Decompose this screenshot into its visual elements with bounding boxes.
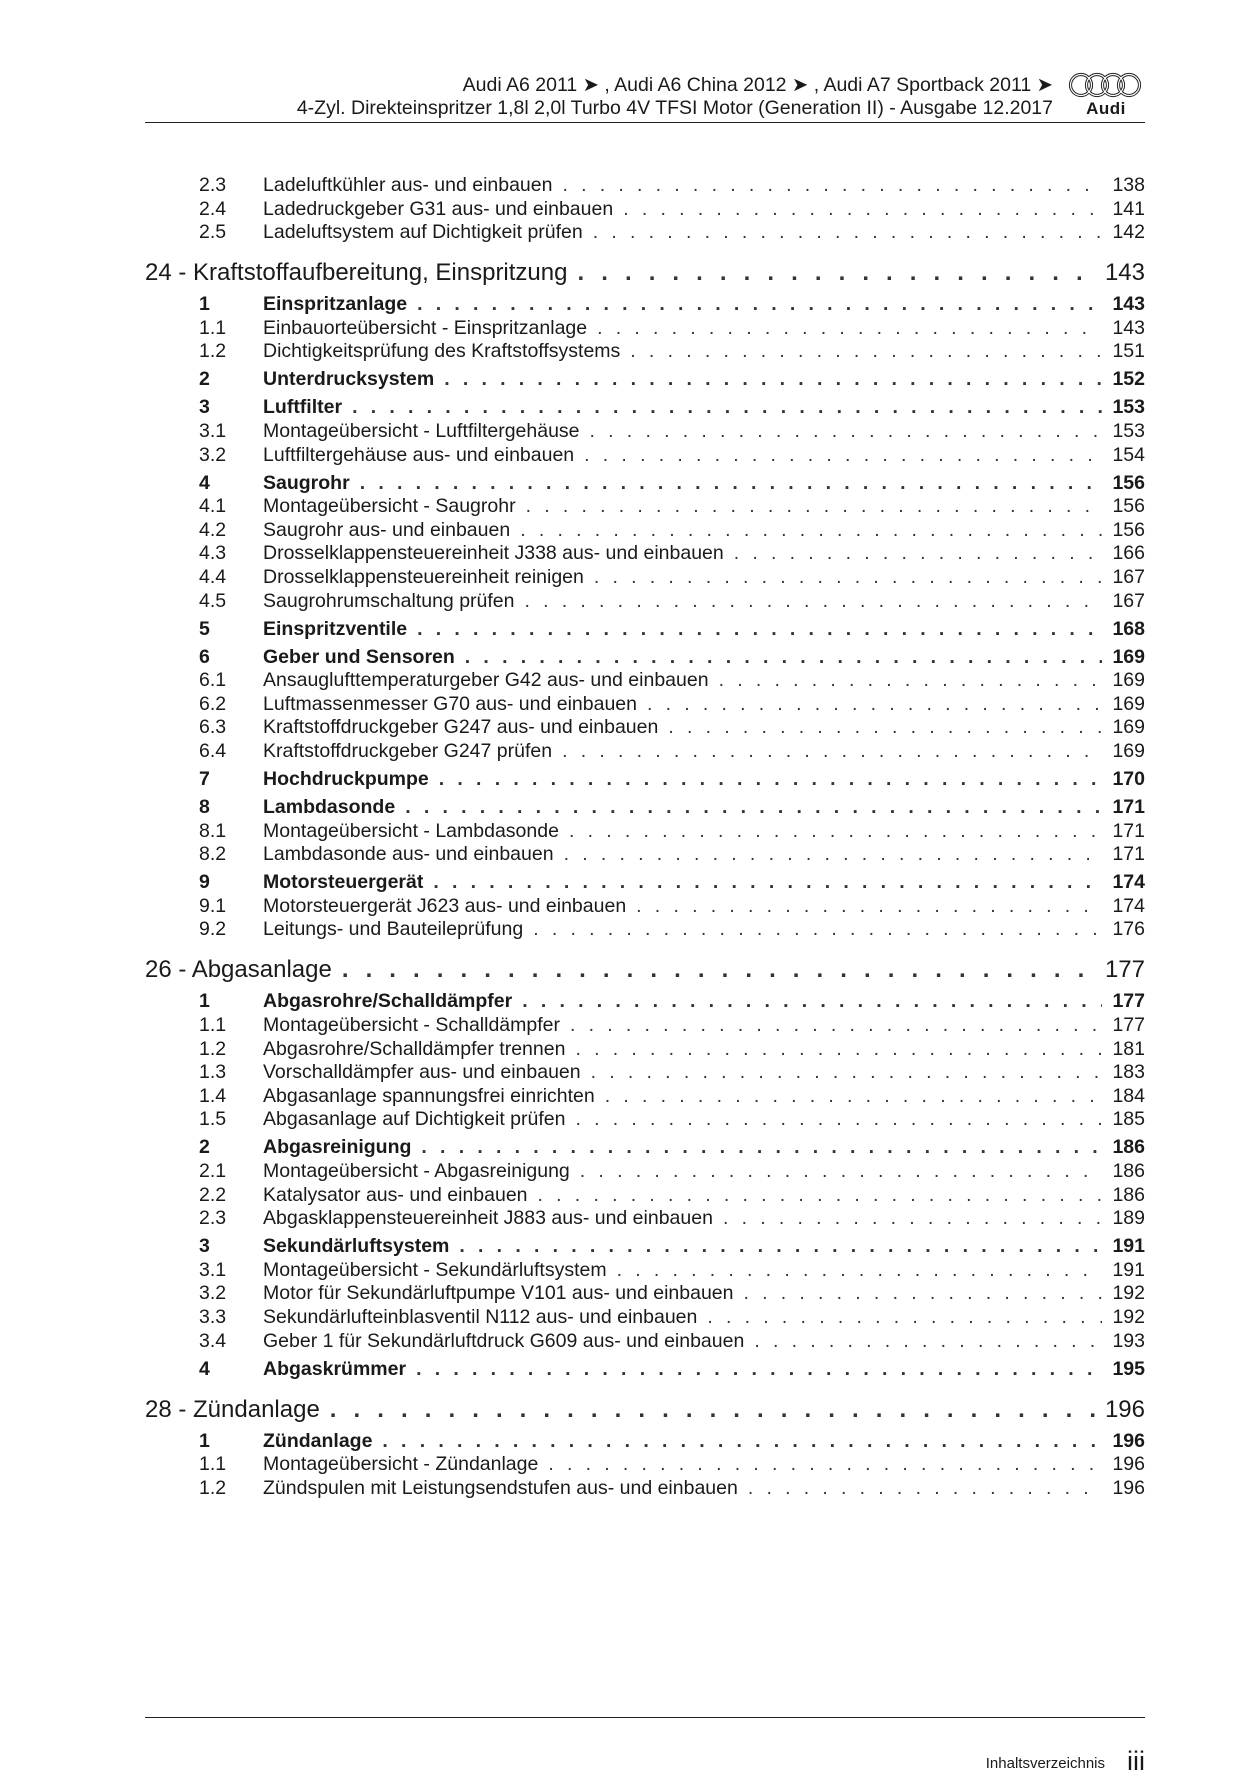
toc-entry-page: 153 xyxy=(1112,420,1145,442)
toc-entry-number: 2.1 xyxy=(199,1160,227,1182)
toc-entry-page: 153 xyxy=(1112,396,1145,419)
toc-entry-number: 4 xyxy=(199,1357,210,1380)
toc-entry-title: Geber 1 für Sekundärluftdruck G609 aus- und einbauen xyxy=(263,1329,745,1352)
toc-subsection[interactable] xyxy=(145,1282,1145,1305)
toc-entry-page: 174 xyxy=(1112,894,1145,917)
toc-entry-page: 183 xyxy=(1112,1061,1145,1084)
toc-entry-page: 177 xyxy=(1112,990,1145,1013)
toc-entry-number: 1.1 xyxy=(199,1453,227,1476)
toc-dot-leader xyxy=(342,956,1095,984)
toc-chapter[interactable] xyxy=(145,956,1145,984)
toc-dot-leader xyxy=(421,1136,1102,1159)
toc-dot-leader xyxy=(575,1038,1102,1061)
toc-entry-title: Zündspulen mit Leistungsendstufen aus- und einbauen xyxy=(263,1476,738,1499)
toc-entry-page: 171 xyxy=(1112,843,1145,866)
toc-entry-title: 26 - Abgasanlage xyxy=(145,956,332,984)
toc-dot-leader xyxy=(564,843,1103,866)
toc-subsection[interactable] xyxy=(145,895,1145,918)
toc-dot-leader xyxy=(734,542,1103,565)
toc-dot-leader xyxy=(580,1160,1103,1183)
toc-entry-page: 186 xyxy=(1112,1183,1145,1206)
toc-entry-number: 2.5 xyxy=(199,221,227,244)
toc-entry-page: 189 xyxy=(1112,1207,1145,1230)
toc-entry-title: Einspritzanlage xyxy=(263,293,408,316)
toc-entry-title: Motor für Sekundärluftpumpe V101 aus- und einbauen xyxy=(263,1282,734,1305)
toc-entry-page: 177 xyxy=(1104,956,1145,984)
toc-section[interactable] xyxy=(145,871,1145,894)
toc-entry-title: Abgasanlage auf Dichtigkeit prüfen xyxy=(263,1108,566,1131)
header-engine-edition: 4-Zyl. Direkteinspritzer 1,8l 2,0l Turbo 4V TFSI Motor (Generation II) - Ausgabe 12.2017 xyxy=(296,97,1053,119)
toc-entry-title: Lambdasonde aus- und einbauen xyxy=(263,843,554,866)
toc-dot-leader xyxy=(743,1282,1102,1305)
toc-entry-title: Ansauglufttemperaturgeber G42 aus- und einbauen xyxy=(263,669,709,692)
toc-entry-number: 1 xyxy=(199,293,210,316)
footer-label: Inhaltsverzeichnis xyxy=(985,1755,1105,1772)
toc-dot-leader xyxy=(591,1061,1103,1084)
toc-entry-number: 1.5 xyxy=(199,1108,227,1131)
toc-entry-page: 181 xyxy=(1112,1037,1145,1060)
toc-dot-leader xyxy=(630,340,1102,363)
toc-dot-leader xyxy=(647,693,1102,716)
toc-entry-title: Hochdruckpumpe xyxy=(263,768,429,790)
toc-entry-number: 4 xyxy=(199,471,210,494)
toc-entry-title: Montageübersicht - Lambdasonde xyxy=(263,819,559,842)
toc-entry-page: 142 xyxy=(1112,221,1145,244)
toc-entry-title: Sekundärlufteinblasventil N112 aus- und einbauen xyxy=(263,1306,698,1328)
toc-subsection[interactable] xyxy=(145,843,1145,866)
toc-dot-leader xyxy=(382,1430,1102,1453)
toc-entry-page: 141 xyxy=(1112,197,1145,220)
toc-entry-number: 1.3 xyxy=(199,1061,227,1084)
toc-entry-number: 1 xyxy=(199,990,210,1013)
toc-dot-leader xyxy=(538,1184,1103,1207)
toc-subsection[interactable] xyxy=(145,495,1145,518)
toc-dot-leader xyxy=(562,174,1102,197)
toc-entry-number: 3.2 xyxy=(199,1282,227,1305)
toc-entry-number: 1 xyxy=(199,1429,210,1452)
toc-entry-title: Saugrohr xyxy=(263,471,350,494)
toc-subsection[interactable] xyxy=(145,221,1145,244)
toc-entry-title: Montageübersicht - Luftfiltergehäuse xyxy=(263,420,580,442)
toc-section[interactable] xyxy=(145,1430,1145,1453)
footer-rule xyxy=(145,1717,1145,1718)
toc-entry-page: 156 xyxy=(1112,495,1145,518)
toc-entry-number: 4.4 xyxy=(199,566,227,588)
toc-entry-number: 6.2 xyxy=(199,692,227,715)
toc-dot-leader xyxy=(562,740,1102,763)
four-rings-icon xyxy=(1067,72,1145,98)
toc-subsection[interactable] xyxy=(145,1330,1145,1353)
toc-dot-leader xyxy=(570,1014,1102,1037)
toc-entry-number: 8 xyxy=(199,796,210,818)
toc-subsection[interactable] xyxy=(145,340,1145,363)
toc-entry-page: 151 xyxy=(1112,340,1145,363)
toc-entry-number: 6.3 xyxy=(199,716,227,739)
toc-entry-number: 3.1 xyxy=(199,420,227,442)
toc-entry-number: 2.3 xyxy=(199,174,227,196)
toc-section[interactable] xyxy=(145,990,1145,1013)
toc-entry-number: 5 xyxy=(199,617,210,640)
toc-dot-leader xyxy=(352,396,1102,419)
toc-subsection[interactable] xyxy=(145,1014,1145,1037)
toc-entry-title: Kraftstoffdruckgeber G247 prüfen xyxy=(263,740,553,762)
toc-section[interactable] xyxy=(145,293,1145,316)
toc-dot-leader xyxy=(569,820,1103,843)
toc-subsection[interactable] xyxy=(145,444,1145,467)
page-header xyxy=(145,70,1145,126)
toc-dot-leader xyxy=(594,566,1103,589)
toc-section[interactable] xyxy=(145,1358,1145,1381)
toc-section[interactable] xyxy=(145,472,1145,495)
toc-section[interactable] xyxy=(145,646,1145,669)
toc-entry-page: 169 xyxy=(1112,645,1145,668)
toc-section[interactable] xyxy=(145,1235,1145,1258)
toc-dot-leader xyxy=(439,768,1103,791)
toc-dot-leader xyxy=(522,990,1102,1013)
toc-dot-leader xyxy=(525,590,1103,613)
toc-entry-page: 195 xyxy=(1112,1357,1145,1380)
toc-dot-leader xyxy=(417,618,1102,641)
toc-entry-title: Unterdrucksystem xyxy=(263,368,435,391)
toc-entry-title: Leitungs- und Bauteileprüfung xyxy=(263,918,524,941)
toc-dot-leader xyxy=(590,420,1103,443)
toc-dot-leader xyxy=(719,669,1103,692)
toc-entry-page: 143 xyxy=(1104,259,1145,287)
toc-entry-page: 143 xyxy=(1112,316,1145,339)
toc-subsection[interactable] xyxy=(145,317,1145,340)
toc-subsection[interactable] xyxy=(145,1259,1145,1282)
toc-entry-page: 193 xyxy=(1112,1329,1145,1352)
toc-entry-page: 167 xyxy=(1112,589,1145,612)
toc-section[interactable] xyxy=(145,768,1145,791)
toc-dot-leader xyxy=(444,368,1102,391)
toc-dot-leader xyxy=(548,1453,1102,1476)
toc-entry-page: 186 xyxy=(1112,1160,1145,1182)
toc-entry-number: 3.3 xyxy=(199,1306,227,1328)
toc-chapter[interactable] xyxy=(145,259,1145,287)
toc-entry-page: 171 xyxy=(1112,796,1145,818)
toc-dot-leader xyxy=(617,1259,1103,1282)
toc-subsection[interactable] xyxy=(145,1207,1145,1230)
toc-entry-number: 2.2 xyxy=(199,1183,227,1206)
header-models: Audi A6 2011 ➤ , Audi A6 China 2012 ➤ , Audi A7 Sportback 2011 ➤ xyxy=(462,74,1053,96)
toc-dot-leader xyxy=(330,1396,1095,1424)
toc-subsection[interactable] xyxy=(145,1108,1145,1131)
toc-entry-title: 28 - Zündanlage xyxy=(145,1395,320,1423)
toc-entry-title: Ladeluftsystem auf Dichtigkeit prüfen xyxy=(263,221,583,244)
toc-subsection[interactable] xyxy=(145,716,1145,739)
toc-entry-title: Abgasklappensteuereinheit J883 aus- und einbauen xyxy=(263,1207,713,1230)
toc-dot-leader xyxy=(526,495,1103,518)
toc-entry-title: 24 - Kraftstoffaufbereitung, Einspritzung xyxy=(145,259,568,287)
footer-page-number: iii xyxy=(1127,1746,1145,1776)
toc-entry-number: 1.1 xyxy=(199,1014,227,1036)
toc-entry-page: 168 xyxy=(1112,617,1145,640)
toc-entry-number: 1.2 xyxy=(199,1476,227,1499)
toc-entry-page: 186 xyxy=(1112,1136,1145,1159)
toc-dot-leader xyxy=(723,1207,1103,1230)
toc-entry-title: Vorschalldämpfer aus- und einbauen xyxy=(263,1061,581,1084)
toc-entry-number: 4.1 xyxy=(199,495,227,518)
toc-entry-number: 3 xyxy=(199,396,210,419)
toc-entry-page: 138 xyxy=(1112,174,1145,196)
toc-entry-number: 3.4 xyxy=(199,1329,227,1352)
header-rule xyxy=(145,122,1145,123)
toc-entry-title: Lambdasonde xyxy=(263,796,396,818)
toc-entry-number: 2.3 xyxy=(199,1207,227,1230)
toc-entry-title: Einbauorteübersicht - Einspritzanlage xyxy=(263,316,588,339)
toc-entry-number: 6.1 xyxy=(199,669,227,692)
toc-entry-title: Abgasreinigung xyxy=(263,1136,412,1159)
toc-dot-leader xyxy=(668,716,1102,739)
toc-chapter[interactable] xyxy=(145,1396,1145,1424)
toc-subsection[interactable] xyxy=(145,1038,1145,1061)
toc-dot-leader xyxy=(623,198,1102,221)
toc-entry-page: 177 xyxy=(1112,1014,1145,1036)
toc-entry-title: Montageübersicht - Sekundärluftsystem xyxy=(263,1258,607,1281)
toc-subsection[interactable] xyxy=(145,693,1145,716)
toc-entry-number: 1.1 xyxy=(199,316,227,339)
toc-entry-page: 196 xyxy=(1112,1453,1145,1476)
toc-dot-leader xyxy=(577,259,1094,287)
toc-section[interactable] xyxy=(145,796,1145,819)
toc-entry-title: Montageübersicht - Saugrohr xyxy=(263,495,516,518)
toc-subsection[interactable] xyxy=(145,1453,1145,1476)
toc-entry-number: 9.1 xyxy=(199,894,227,917)
toc-entry-title: Saugrohr aus- und einbauen xyxy=(263,518,511,541)
toc-entry-title: Luftmassenmesser G70 aus- und einbauen xyxy=(263,692,637,715)
toc-entry-page: 156 xyxy=(1112,518,1145,541)
toc-dot-leader xyxy=(636,895,1102,918)
toc-dot-leader xyxy=(584,444,1102,467)
toc-dot-leader xyxy=(433,871,1102,894)
toc-subsection[interactable] xyxy=(145,669,1145,692)
toc-entry-title: Montageübersicht - Abgasreinigung xyxy=(263,1160,570,1182)
toc-entry-title: Abgasrohre/Schalldämpfer trennen xyxy=(263,1037,566,1060)
toc-entry-page: 143 xyxy=(1112,293,1145,316)
toc-entry-number: 9.2 xyxy=(199,918,227,941)
toc-entry-number: 2.4 xyxy=(199,197,227,220)
toc-dot-leader xyxy=(575,1108,1102,1131)
toc-entry-number: 9 xyxy=(199,871,210,894)
toc-entry-page: 169 xyxy=(1112,740,1145,762)
toc-subsection[interactable] xyxy=(145,1085,1145,1108)
toc-entry-number: 1.2 xyxy=(199,340,227,363)
toc-entry-title: Abgasanlage spannungsfrei einrichten xyxy=(263,1084,595,1107)
toc-entry-number: 2 xyxy=(199,1136,210,1159)
toc-entry-number: 6 xyxy=(199,645,210,668)
toc-entry-title: Katalysator aus- und einbauen xyxy=(263,1183,528,1206)
toc-subsection[interactable] xyxy=(145,542,1145,565)
toc-entry-title: Saugrohrumschaltung prüfen xyxy=(263,589,515,612)
toc-entry-number: 4.3 xyxy=(199,542,227,565)
toc-entry-number: 3.2 xyxy=(199,443,227,466)
toc-dot-leader xyxy=(459,1235,1102,1258)
toc-entry-number: 4.2 xyxy=(199,518,227,541)
toc-subsection[interactable] xyxy=(145,420,1145,443)
toc-entry-title: Zündanlage xyxy=(263,1429,373,1452)
toc-entry-page: 196 xyxy=(1112,1476,1145,1499)
toc-entry-title: Abgasrohre/Schalldämpfer xyxy=(263,990,513,1013)
toc-dot-leader xyxy=(597,317,1102,340)
toc-entry-page: 169 xyxy=(1112,692,1145,715)
toc-entry-number: 3 xyxy=(199,1235,210,1258)
toc-entry-number: 2 xyxy=(199,368,210,391)
toc-entry-page: 152 xyxy=(1112,368,1145,391)
toc-entry-title: Luftfiltergehäuse aus- und einbauen xyxy=(263,443,575,466)
toc-entry-title: Sekundärluftsystem xyxy=(263,1235,450,1258)
toc-dot-leader xyxy=(748,1477,1103,1500)
toc-entry-title: Montageübersicht - Schalldämpfer xyxy=(263,1014,560,1036)
toc-subsection[interactable] xyxy=(145,1061,1145,1084)
toc-dot-leader xyxy=(417,293,1102,316)
toc-entry-number: 3.1 xyxy=(199,1258,227,1281)
toc-entry-page: 156 xyxy=(1112,471,1145,494)
toc-entry-page: 154 xyxy=(1112,443,1145,466)
toc-entry-number: 4.5 xyxy=(199,589,227,612)
toc-dot-leader xyxy=(416,1358,1102,1381)
toc-section[interactable] xyxy=(145,1136,1145,1159)
toc-subsection[interactable] xyxy=(145,740,1145,763)
toc-entry-page: 171 xyxy=(1112,819,1145,842)
toc-entry-title: Motorsteuergerät J623 aus- und einbauen xyxy=(263,894,627,917)
toc-entry-page: 192 xyxy=(1112,1282,1145,1305)
toc-entry-number: 1.4 xyxy=(199,1084,227,1107)
toc-subsection[interactable] xyxy=(145,1160,1145,1183)
toc-entry-title: Drosselklappensteuereinheit reinigen xyxy=(263,566,584,588)
toc-entry-number: 6.4 xyxy=(199,740,227,762)
audi-wordmark: Audi xyxy=(1086,99,1126,118)
toc-entry-page: 166 xyxy=(1112,542,1145,565)
toc-entry-title: Abgaskrümmer xyxy=(263,1357,407,1380)
toc-dot-leader xyxy=(520,519,1102,542)
toc-entry-page: 184 xyxy=(1112,1084,1145,1107)
toc-entry-title: Ladedruckgeber G31 aus- und einbauen xyxy=(263,197,614,220)
toc-entry-title: Einspritzventile xyxy=(263,617,408,640)
toc-entry-page: 176 xyxy=(1112,918,1145,941)
toc-dot-leader xyxy=(360,472,1103,495)
toc-subsection[interactable] xyxy=(145,590,1145,613)
toc-section[interactable] xyxy=(145,396,1145,419)
toc-subsection[interactable] xyxy=(145,918,1145,941)
toc-dot-leader xyxy=(754,1330,1102,1353)
toc-entry-title: Luftfilter xyxy=(263,396,343,419)
toc-entry-page: 192 xyxy=(1112,1306,1145,1328)
toc-entry-title: Ladeluftkühler aus- und einbauen xyxy=(263,174,553,196)
toc-entry-page: 167 xyxy=(1112,566,1145,588)
toc-entry-page: 191 xyxy=(1112,1235,1145,1258)
toc-dot-leader xyxy=(465,646,1103,669)
toc-entry-page: 191 xyxy=(1112,1258,1145,1281)
toc-entry-title: Montageübersicht - Zündanlage xyxy=(263,1453,539,1476)
toc-entry-page: 185 xyxy=(1112,1108,1145,1131)
toc-entry-number: 8.2 xyxy=(199,843,227,866)
toc-entry-page: 196 xyxy=(1112,1429,1145,1452)
toc-subsection[interactable] xyxy=(145,1477,1145,1500)
toc-entry-page: 170 xyxy=(1112,768,1145,790)
toc-entry-page: 174 xyxy=(1112,871,1145,894)
toc-entry-page: 169 xyxy=(1112,669,1145,692)
toc-dot-leader xyxy=(405,796,1102,819)
toc-subsection[interactable] xyxy=(145,1306,1145,1329)
toc-dot-leader xyxy=(707,1306,1102,1329)
toc-entry-page: 196 xyxy=(1104,1395,1145,1423)
toc-entry-title: Kraftstoffdruckgeber G247 aus- und einbauen xyxy=(263,716,659,739)
toc-dot-leader xyxy=(593,221,1103,244)
toc-entry-number: 1.2 xyxy=(199,1037,227,1060)
toc-subsection[interactable] xyxy=(145,174,1145,197)
toc-section[interactable] xyxy=(145,618,1145,641)
toc-entry-number: 7 xyxy=(199,768,210,790)
toc-entry-title: Drosselklappensteuereinheit J338 aus- und einbauen xyxy=(263,542,724,565)
toc-section[interactable] xyxy=(145,368,1145,391)
toc-entry-page: 169 xyxy=(1112,716,1145,739)
toc-entry-number: 8.1 xyxy=(199,819,227,842)
toc-entry-title: Geber und Sensoren xyxy=(263,645,455,668)
toc-subsection[interactable] xyxy=(145,820,1145,843)
toc-entry-title: Dichtigkeitsprüfung des Kraftstoffsystems xyxy=(263,340,621,363)
toc-dot-leader xyxy=(533,918,1102,941)
toc-dot-leader xyxy=(605,1085,1103,1108)
audi-logo xyxy=(1067,72,1145,120)
toc-entry-title: Motorsteuergerät xyxy=(263,871,424,894)
toc-subsection[interactable] xyxy=(145,566,1145,589)
toc-subsection[interactable] xyxy=(145,1184,1145,1207)
toc-subsection[interactable] xyxy=(145,519,1145,542)
toc-subsection[interactable] xyxy=(145,198,1145,221)
